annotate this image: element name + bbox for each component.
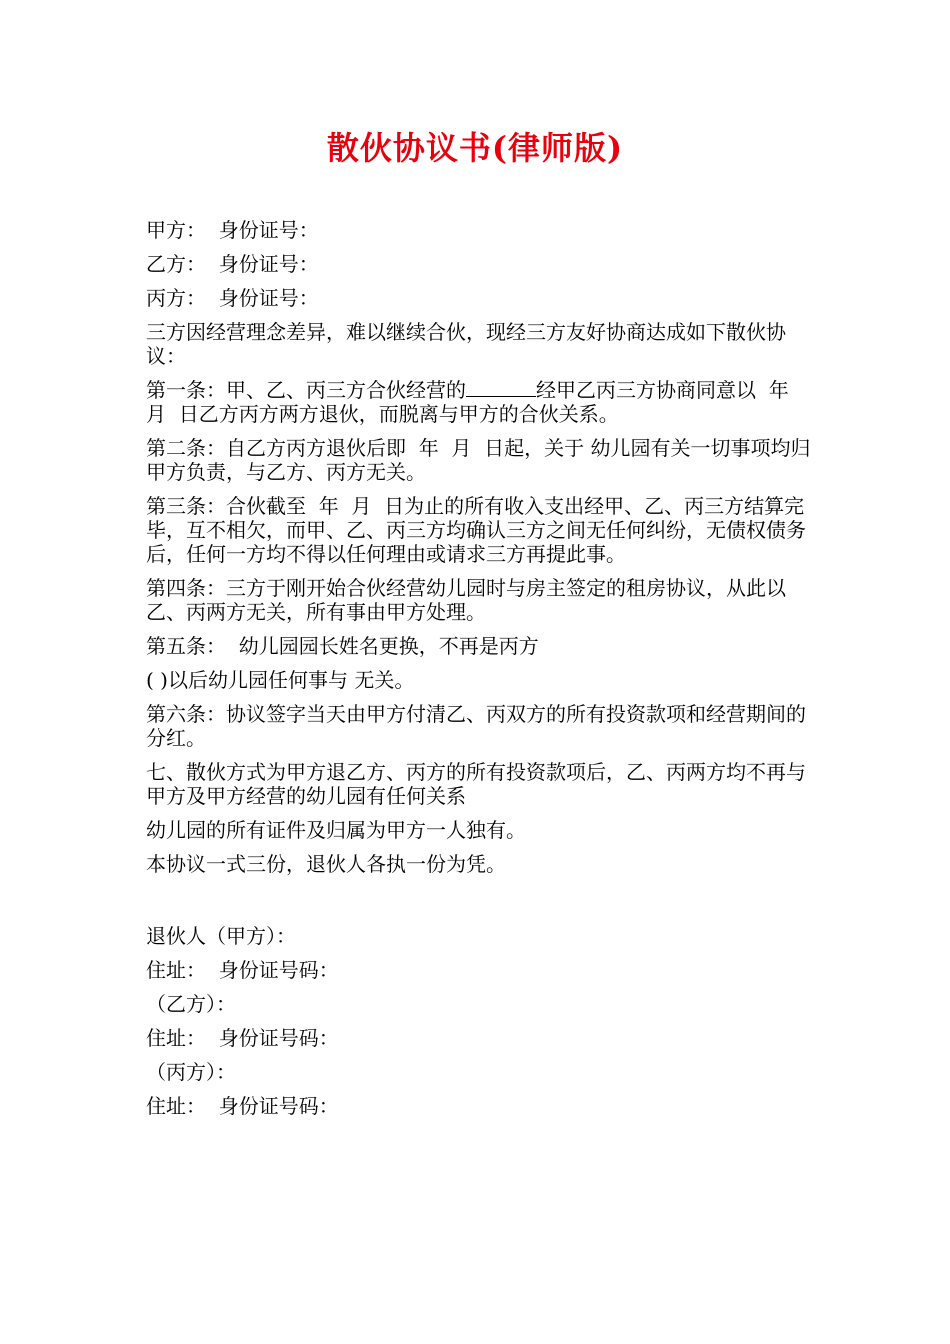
party-c-line: 丙方： 身份证号： [146,286,319,310]
signature-party-c: （丙方）： [146,1060,236,1084]
article-4: 第四条：三方于刚开始合伙经营幼儿园时与房主签定的租房协议，从此以乙、丙两方无关，所有事由甲方处理。 [146,576,786,624]
article-2: 第二条：自乙方丙方退伙后即 年 月 日起，关于 幼儿园有关一切事项均归甲方负责，与乙方、丙方无关。 [146,436,811,484]
document-title: 散伙协议书(律师版) [326,129,624,167]
blank-underline [466,378,536,397]
spacer [146,886,814,924]
ownership-line: 幼儿园的所有证件及归属为甲方一人独有。 [146,818,526,842]
article-1-start: 第一条：甲、乙、丙三方合伙经营的 [146,378,466,402]
article-5-continued: ( )以后幼儿园任何事与 无关。 [146,668,415,692]
article-7: 七、散伙方式为甲方退乙方、丙方的所有投资款项后，乙、丙两方均不再与甲方及甲方经营的幼儿园有任何关系 [146,760,806,808]
intro-paragraph: 三方因经营理念差异，难以继续合伙，现经三方友好协商达成如下散伙协议： [146,320,786,368]
signature-address-a: 住址： 身份证号码： [146,958,339,982]
signature-party-b: （乙方）： [146,992,236,1016]
signature-address-b: 住址： 身份证号码： [146,1026,339,1050]
copies-line: 本协议一式三份，退伙人各执一份为凭。 [146,852,506,876]
signature-address-c: 住址： 身份证号码： [146,1094,339,1118]
article-5: 第五条： 幼儿园园长姓名更换，不再是丙方 [146,634,539,658]
article-3: 第三条：合伙截至 年 月 日为止的所有收入支出经甲、乙、丙三方结算完毕，互不相欠，而甲、乙、丙三方均确认三方之间无任何纠纷，无债权债务后，任何一方均不得以任何理由或请求三方再提此事。 [146,494,806,566]
article-1-end: 经甲乙丙三方协商同意以 年 月 日乙方丙方两方退伙，而脱离与甲方的合伙关系。 [146,378,802,426]
party-a-line: 甲方： 身份证号： [146,218,319,242]
document-body [146,218,814,1128]
party-b-line: 乙方： 身份证号： [146,252,319,276]
article-1 [146,378,814,426]
signature-party-a: 退伙人（甲方）： [146,924,296,948]
article-6: 第六条：协议签字当天由甲方付清乙、丙双方的所有投资款项和经营期间的分红。 [146,702,806,750]
